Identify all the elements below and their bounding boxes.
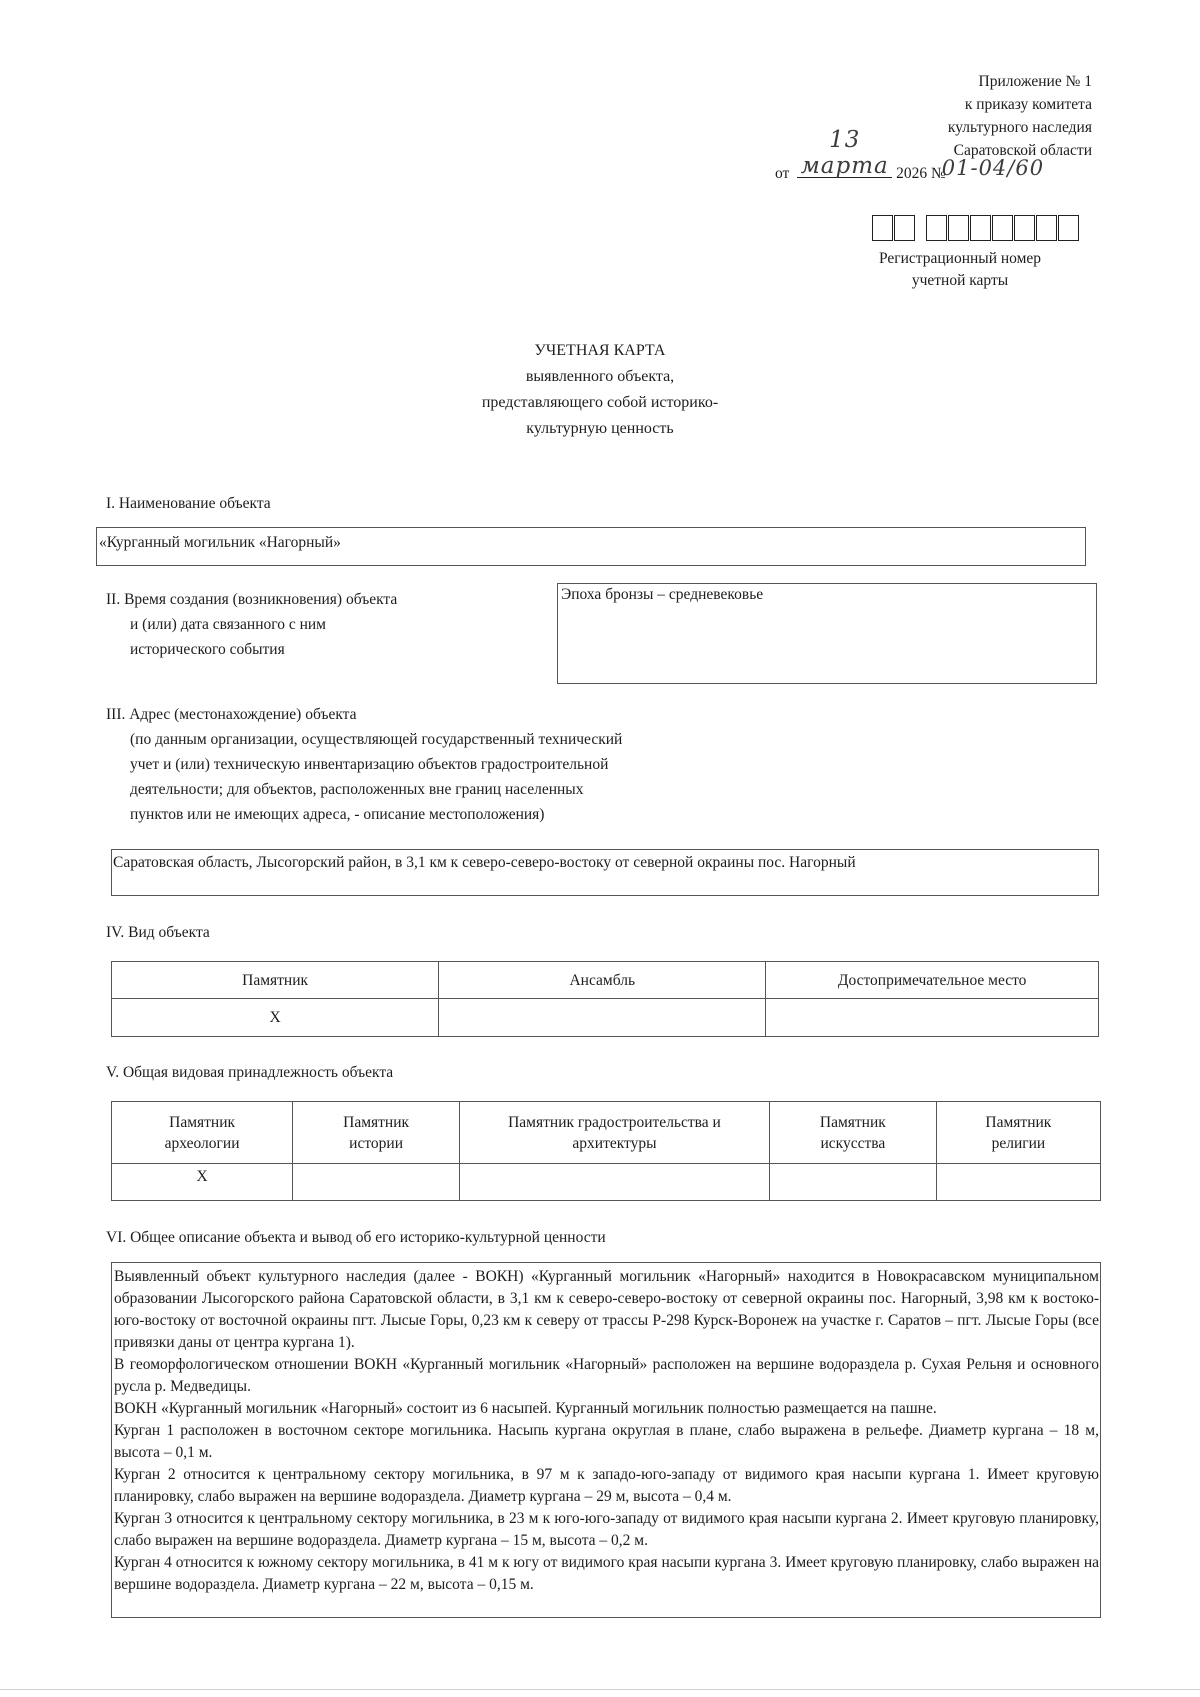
registration-digit-box bbox=[992, 215, 1013, 241]
table-header-row bbox=[112, 1102, 1101, 1164]
registration-digit-box bbox=[1058, 215, 1079, 241]
description-paragraph: Курган 4 относится к южному сектору могильника, в 41 м к югу от видимого края насыпи кургана 3. Имеет круговую планировку, слабо выражен на вершине водораздела. Диаметр кургана – 22 м, высота – 0,15 м. bbox=[114, 1554, 1099, 1593]
table-header-cell: Ансамбль bbox=[439, 962, 766, 999]
appendix-line: культурного наследия bbox=[947, 119, 1092, 136]
description-paragraph: В геоморфологическом отношении ВОКН «Курганный могильник «Нагорный» расположен на вершине водораздела р. Сухая Рельня и основного русла р. Медведицы. bbox=[114, 1356, 1099, 1395]
table-cell bbox=[766, 999, 1099, 1037]
registration-digit-box bbox=[894, 215, 915, 241]
table-header-cell: Достопримечательное место bbox=[766, 962, 1099, 999]
section-5-heading: V. Общая видовая принадлежность объекта bbox=[106, 1064, 394, 1081]
table-row bbox=[112, 1164, 1101, 1201]
registration-label: Регистрационный номер учетной карты bbox=[878, 250, 1042, 289]
registration-digit-box bbox=[1014, 215, 1035, 241]
order-year: 2026 bbox=[896, 165, 928, 182]
document-title bbox=[330, 338, 870, 442]
title-line: выявленного объекта, bbox=[525, 368, 675, 385]
handwritten-number: 01-04/60 bbox=[941, 156, 1045, 180]
registration-number-boxes bbox=[872, 215, 1080, 243]
order-number-prefix: № bbox=[930, 165, 946, 182]
title-line: представляющего собой историко- bbox=[481, 394, 719, 411]
object-name-field bbox=[96, 527, 1086, 566]
order-date-field bbox=[797, 127, 892, 179]
table-header-cell: Памятник градостроительства и архитектуры bbox=[460, 1102, 770, 1164]
table-cell bbox=[936, 1164, 1100, 1201]
section-2-heading: II. Время создания (возникновения) объекта и (или) дата связанного с ним исторического события bbox=[106, 591, 398, 658]
description-paragraph: Курган 2 относится к центральному сектору могильника, в 97 м к западо-юго-западу от видимого края насыпи кургана 1. Имеет круговую планировку, слабо выражен на вершине водораздела. Диаметр кургана – 29 м, высота – 0,4 м. bbox=[114, 1466, 1099, 1505]
table-cell bbox=[460, 1164, 770, 1201]
table-header-cell: Памятник религии bbox=[936, 1102, 1100, 1164]
page-bottom-edge bbox=[0, 1689, 1200, 1690]
object-kind-table bbox=[111, 961, 1099, 1037]
creation-period-value: Эпоха бронзы – средневековье bbox=[561, 586, 764, 603]
table-cell bbox=[769, 1164, 936, 1201]
table-header-cell: Памятник bbox=[112, 962, 439, 999]
table-cell bbox=[293, 1164, 460, 1201]
table-header-cell: Памятник искусства bbox=[769, 1102, 936, 1164]
registration-digit-box bbox=[872, 215, 893, 241]
creation-period-field bbox=[557, 583, 1097, 684]
handwritten-date: 13 марта bbox=[800, 127, 889, 179]
object-name-value: «Курганный могильник «Нагорный» bbox=[99, 534, 341, 551]
description-paragraph: ВОКН «Курганный могильник «Нагорный» состоит из 6 насыпей. Курганный могильник полностью размещается на пашне. bbox=[114, 1400, 937, 1417]
description-paragraph: Выявленный объект культурного наследия (далее - ВОКН) «Курганный могильник «Нагорный» находится в Новокрасавском муниципальном образовании Лысогорского района Саратовской области, в 3,1 км к северо-северо-востоку от северной окраины пос. Нагорный, 3,98 км к востоко-юго-востоку от восточной окраины пгт. Лысые Горы, 0,23 км к северу от трассы Р-298 Курск-Воронеж на участке г. Саратов – пгт. Лысые Горы (все привязки даны от центра кургана 1). bbox=[114, 1268, 1099, 1351]
appendix-line: к приказу комитета bbox=[964, 96, 1092, 113]
appendix-line: Саратовской области bbox=[953, 142, 1092, 159]
title-main: УЧЕТНАЯ КАРТА bbox=[534, 342, 666, 359]
registration-digit-box bbox=[926, 215, 947, 241]
table-header-cell: Памятник археологии bbox=[112, 1102, 293, 1164]
table-cell: X bbox=[112, 999, 439, 1037]
description-paragraph: Курган 1 расположен в восточном секторе могильника. Насыпь кургана округлая в плане, слабо выражена в рельефе. Диаметр кургана – 18 м, высота – 0,1 м. bbox=[114, 1422, 1099, 1461]
table-row bbox=[112, 999, 1099, 1037]
description-field bbox=[111, 1262, 1101, 1618]
registration-digit-box bbox=[1036, 215, 1057, 241]
address-value: Саратовская область, Лысогорский район, в 3,1 км к северо-северо-востоку от северной окраины пос. Нагорный bbox=[113, 854, 856, 871]
table-header-cell: Памятник истории bbox=[293, 1102, 460, 1164]
section-6-heading: VI. Общее описание объекта и вывод об его историко-культурной ценности bbox=[106, 1229, 606, 1246]
appendix-number: Приложение № 1 bbox=[978, 73, 1092, 90]
section-4-heading: IV. Вид объекта bbox=[106, 924, 210, 941]
section-3-heading: III. Адрес (местонахождение) объекта (по данным организации, осуществляющей государственный технический учет и (или) техническую инвентаризацию объектов градостроительной деятельности; для объектов, расположенных вне границ населенных пунктов или не имеющих адреса, - описание местоположения) bbox=[106, 706, 623, 823]
description-paragraph: Курган 3 относится к центральному сектору могильника, в 23 м к юго-юго-западу от видимого края насыпи кургана 2. Имеет круговую планировку, слабо выражен на вершине водораздела. Диаметр кургана – 15 м, высота – 0,2 м. bbox=[114, 1510, 1099, 1549]
section-1-heading: I. Наименование объекта bbox=[106, 495, 271, 512]
object-type-table bbox=[111, 1101, 1101, 1201]
table-cell bbox=[439, 999, 766, 1037]
address-field bbox=[111, 849, 1099, 896]
title-line: культурную ценность bbox=[526, 420, 674, 437]
table-header-row bbox=[112, 962, 1099, 999]
registration-digit-box bbox=[948, 215, 969, 241]
order-prefix: от bbox=[775, 165, 790, 182]
registration-digit-box bbox=[970, 215, 991, 241]
table-cell: X bbox=[112, 1164, 293, 1201]
order-number-field bbox=[941, 156, 1045, 180]
